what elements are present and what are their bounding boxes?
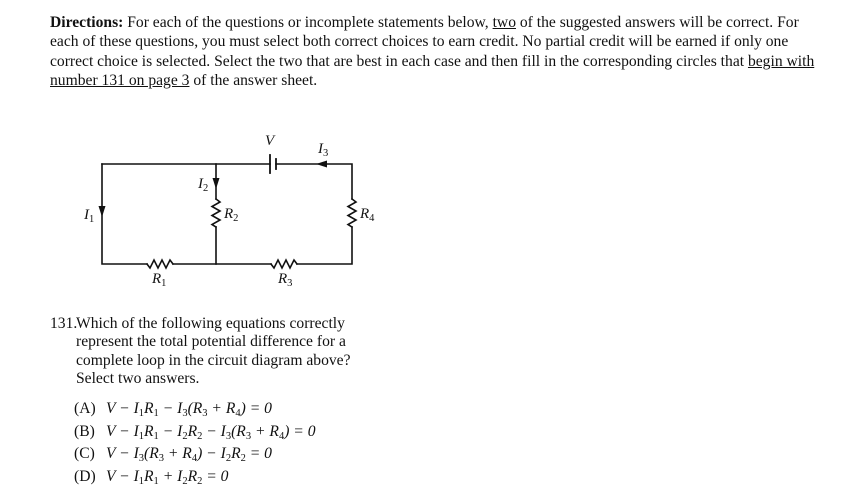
choice-equation: $V - I_3(R_3 + R_4) - I_2R_2 = 0$ [106,445,272,464]
resistor-r2 [212,199,220,227]
choice-letter: (A) [74,400,96,417]
label-r4: $R_4$ [360,206,375,224]
directions-emphasis-two: two [492,14,516,31]
choice-equation: $V - I_1R_1 - I_2R_2 - I_3(R_3 + R_4) = 0$ [106,422,316,442]
label-r2: $R_2$ [224,206,239,224]
question-number: 131. [50,315,78,332]
answer-choices [74,398,316,488]
current-arrow-i3-icon [316,161,327,168]
label-v: V [265,133,275,149]
choice-equation: $V - I_1R_1 + I_2R_2 = 0$ [106,467,229,487]
label-i3: $I_3$ [318,141,329,159]
current-arrow-i1-icon [99,206,106,217]
directions-text-1: For each of the questions or incomplete statements below, [123,14,493,31]
choice-a[interactable] [74,398,316,421]
choice-c[interactable] [74,443,316,466]
question-text: Which of the following equations correctly represent the total potential difference for a complete loop in the circuit diagram above? Select two answers. [76,315,351,388]
label-r3: $R_3$ [278,271,293,289]
current-arrow-i2-icon [213,178,220,189]
resistor-r4 [348,199,356,227]
directions-label: Directions: [50,14,124,31]
choice-equation: $V - I_1R_1 - I_3(R_3 + R_4) = 0$ [106,400,272,419]
choice-letter: (B) [74,422,95,440]
directions-text-3: of the answer sheet. [189,72,318,90]
label-i2: $I_2$ [198,176,209,194]
label-r1: $R_1$ [152,271,167,289]
directions-emphasis-start: begin with number 131 on page 3 [50,52,815,90]
resistor-r3 [271,260,297,268]
label-i1: $I_1$ [84,207,95,225]
wire-bottom-left [102,164,147,264]
choice-letter: (C) [74,445,95,462]
resistor-r1 [147,260,173,268]
directions-text-2: of the suggested answers will be correct. For each of these questions, you must select both correct choices to earn credit. No partial credit will be earned if only one correct choice is selected. Select the two that are best in each case and then fill in the corresponding circles that [50,14,799,70]
wire-right-lower [297,227,352,264]
choice-letter: (D) [74,467,96,485]
choice-d[interactable] [74,466,316,489]
choice-b[interactable] [74,421,316,444]
wire-top-right [276,164,352,199]
